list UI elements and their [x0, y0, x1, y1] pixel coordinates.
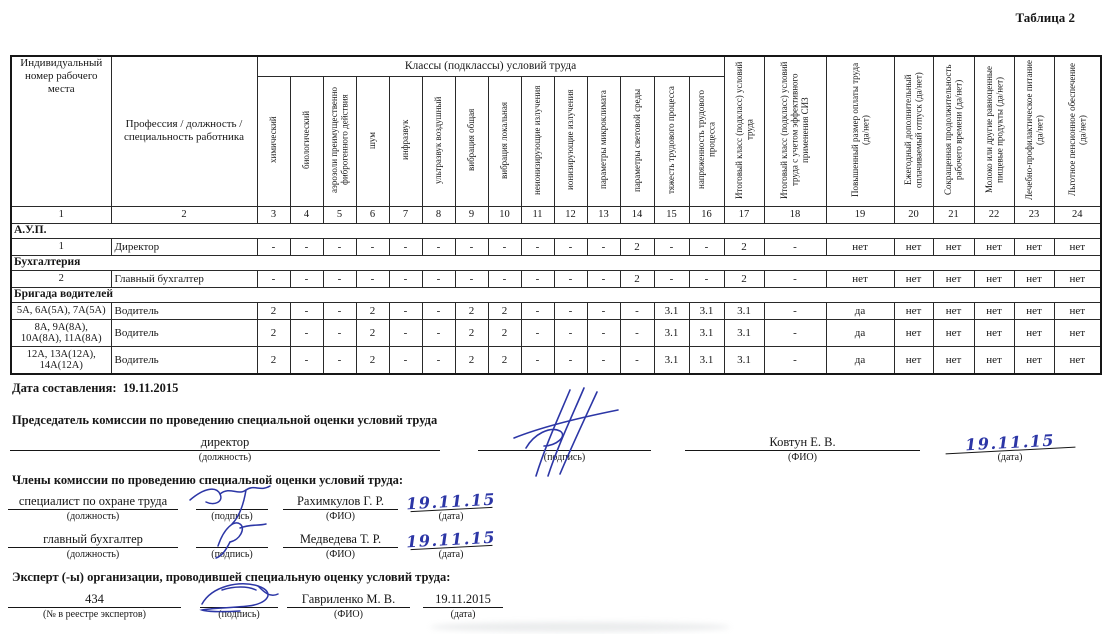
position-label: (должность): [198, 452, 252, 463]
value-cell-col-19: нет: [826, 238, 894, 255]
header-profession: Профессия / должность / специальность работника: [111, 56, 257, 206]
header-factor-col-7: [389, 76, 422, 206]
workplace-number-cell: 2: [11, 270, 111, 287]
column-number: 24: [1054, 206, 1101, 223]
value-cell-col-11: -: [521, 319, 554, 346]
value-cell-col-8: -: [422, 346, 455, 374]
value-cell-col-20: нет: [894, 319, 933, 346]
composition-date-label: Дата составления:: [12, 381, 117, 395]
header-result-text: Итоговый класс (подкласс) условий труда: [733, 61, 755, 199]
value-cell-col-10: -: [488, 238, 521, 255]
chairman-date-unit: [945, 430, 1075, 463]
position-label: (должность): [66, 511, 120, 522]
value-cell-col-12: -: [554, 319, 587, 346]
header-factor-col-8: [422, 76, 455, 206]
date-label: (дата): [438, 549, 464, 560]
value-cell-col-14: -: [620, 302, 654, 319]
column-number: 15: [654, 206, 689, 223]
header-individual-number: Индивидуальный номер рабочего места: [11, 56, 111, 206]
member2-position: главный бухгалтер: [8, 527, 178, 548]
column-number: 5: [323, 206, 356, 223]
value-cell-col-17: 3.1: [724, 302, 764, 319]
value-cell-col-12: -: [554, 302, 587, 319]
value-cell-col-19: да: [826, 346, 894, 374]
value-cell-col-22: нет: [974, 238, 1014, 255]
value-cell-col-9: -: [455, 270, 488, 287]
expert-signature-line: [200, 587, 278, 608]
value-cell-col-6: -: [356, 270, 389, 287]
value-cell-col-19: нет: [826, 270, 894, 287]
header-result-col-24: [1054, 56, 1101, 206]
member1-position-unit: [8, 489, 178, 522]
header-factor-text: инфразвук: [400, 119, 411, 160]
value-cell-col-5: -: [323, 302, 356, 319]
value-cell-col-12: -: [554, 238, 587, 255]
value-cell-col-12: -: [554, 270, 587, 287]
name-label: (ФИО): [325, 511, 355, 522]
header-factor-text: вибрация локальная: [499, 101, 510, 179]
value-cell-col-15: 3.1: [654, 346, 689, 374]
column-number: 19: [826, 206, 894, 223]
value-cell-col-8: -: [422, 270, 455, 287]
header-factor-col-14: [620, 76, 654, 206]
value-cell-col-22: нет: [974, 302, 1014, 319]
composition-date-value: 19.11.2015: [122, 381, 179, 395]
workplace-number-cell: 1: [11, 238, 111, 255]
name-label: (ФИО): [787, 452, 817, 463]
value-cell-col-14: 2: [620, 238, 654, 255]
header-factor-text: ультразвук воздушный: [433, 95, 444, 184]
header-factor-text: параметры световой среды: [631, 87, 642, 192]
value-cell-col-24: нет: [1054, 319, 1101, 346]
value-cell-col-4: -: [290, 346, 323, 374]
column-number: 20: [894, 206, 933, 223]
value-cell-col-10: 2: [488, 319, 521, 346]
value-cell-col-22: нет: [974, 270, 1014, 287]
header-factor-text: биологический: [301, 110, 312, 169]
column-number: 1: [11, 206, 111, 223]
value-cell-col-3: -: [257, 270, 290, 287]
group-row-label: А.У.П.: [11, 223, 1101, 238]
header-result-text: Сокращенная продолжительность рабочего времени (да/нет): [943, 64, 964, 195]
value-cell-col-7: -: [389, 238, 422, 255]
expert-date: 19.11.2015: [423, 587, 503, 608]
value-cell-col-23: нет: [1014, 238, 1054, 255]
header-factor-text: ионизирующие излучения: [565, 89, 576, 190]
value-cell-col-7: -: [389, 302, 422, 319]
value-cell-col-7: -: [389, 319, 422, 346]
header-result-col-17: [724, 56, 764, 206]
value-cell-col-4: -: [290, 238, 323, 255]
header-factor-col-12: [554, 76, 587, 206]
value-cell-col-10: -: [488, 270, 521, 287]
value-cell-col-16: -: [689, 238, 724, 255]
value-cell-col-9: -: [455, 238, 488, 255]
value-cell-col-14: 2: [620, 270, 654, 287]
column-number: 8: [422, 206, 455, 223]
value-cell-col-21: нет: [933, 238, 974, 255]
column-number: 11: [521, 206, 554, 223]
member2-name-unit: [283, 527, 398, 560]
column-number: 3: [257, 206, 290, 223]
value-cell-col-4: -: [290, 302, 323, 319]
value-cell-col-5: -: [323, 238, 356, 255]
value-cell-col-16: -: [689, 270, 724, 287]
value-cell-col-17: 2: [724, 270, 764, 287]
value-cell-col-12: -: [554, 346, 587, 374]
header-factor-text: неионизирующие излучения: [532, 84, 543, 195]
value-cell-col-22: нет: [974, 319, 1014, 346]
value-cell-col-22: нет: [974, 346, 1014, 374]
profession-cell: Директор: [111, 238, 257, 255]
value-cell-col-16: 3.1: [689, 346, 724, 374]
signature-label: (подпись): [211, 549, 253, 560]
value-cell-col-6: 2: [356, 319, 389, 346]
header-factor-col-15: [654, 76, 689, 206]
member1-name: Рахимкулов Г. Р.: [283, 489, 398, 510]
column-number: 13: [587, 206, 620, 223]
header-result-text: Повышенный размер оплаты труда (да/нет): [849, 62, 871, 197]
member2-date-handwritten: 19.11.15: [410, 525, 493, 550]
header-result-col-19: [826, 56, 894, 206]
value-cell-col-23: нет: [1014, 270, 1054, 287]
header-factor-col-16: [689, 76, 724, 206]
value-cell-col-8: -: [422, 238, 455, 255]
value-cell-col-23: нет: [1014, 302, 1054, 319]
value-cell-col-10: 2: [488, 346, 521, 374]
column-number: 17: [724, 206, 764, 223]
chairman-position-unit: [10, 430, 440, 463]
column-number: 10: [488, 206, 521, 223]
value-cell-col-3: 2: [257, 319, 290, 346]
value-cell-col-18: -: [764, 319, 826, 346]
header-result-text: Льготное пенсионное обеспечение (да/нет): [1066, 63, 1088, 197]
header-factor-col-13: [587, 76, 620, 206]
value-cell-col-6: 2: [356, 302, 389, 319]
value-cell-col-21: нет: [933, 302, 974, 319]
member2-name: Медведева Т. Р.: [283, 527, 398, 548]
column-number: 6: [356, 206, 389, 223]
value-cell-col-19: да: [826, 319, 894, 346]
value-cell-col-24: нет: [1054, 302, 1101, 319]
column-number: 23: [1014, 206, 1054, 223]
signature-label: (подпись): [543, 452, 586, 463]
date-label: (дата): [997, 452, 1023, 463]
expert-registry-number: 434: [8, 587, 181, 608]
member2-signature-unit: [196, 527, 268, 560]
value-cell-col-10: 2: [488, 302, 521, 319]
member2-signature-line: [196, 527, 268, 548]
header-result-col-20: [894, 56, 933, 206]
column-number: 21: [933, 206, 974, 223]
value-cell-col-24: нет: [1054, 346, 1101, 374]
value-cell-col-17: 3.1: [724, 319, 764, 346]
value-cell-col-15: 3.1: [654, 302, 689, 319]
column-number: 9: [455, 206, 488, 223]
expert-date-unit: [423, 587, 503, 620]
value-cell-col-5: -: [323, 270, 356, 287]
chairman-position: директор: [10, 430, 440, 451]
chairman-name: Ковтун Е. В.: [685, 430, 920, 451]
value-cell-col-4: -: [290, 270, 323, 287]
value-cell-col-7: -: [389, 270, 422, 287]
name-label: (ФИО): [333, 609, 363, 620]
header-result-text: Молоко или другие равноценные пищевые продукты (да/нет): [983, 66, 1005, 194]
header-factor-text: аэрозоли преимущественно фиброгенного действия: [329, 86, 350, 193]
value-cell-col-5: -: [323, 319, 356, 346]
value-cell-col-11: -: [521, 238, 554, 255]
value-cell-col-15: 3.1: [654, 319, 689, 346]
value-cell-col-20: нет: [894, 302, 933, 319]
expert-heading: Эксперт (-ы) организации, проводившей специальную оценку условий труда:: [12, 570, 451, 584]
signature-label: (подпись): [218, 609, 260, 620]
value-cell-col-11: -: [521, 346, 554, 374]
expert-name-unit: [287, 587, 410, 620]
header-result-col-18: [764, 56, 826, 206]
value-cell-col-3: 2: [257, 302, 290, 319]
header-classes-band: Классы (подклассы) условий труда: [257, 56, 724, 76]
header-factor-text: параметры микроклимата: [598, 90, 609, 189]
value-cell-col-17: 2: [724, 238, 764, 255]
expert-signature-unit: [200, 587, 278, 620]
column-number: 2: [111, 206, 257, 223]
name-label: (ФИО): [325, 549, 355, 560]
position-label: (должность): [66, 549, 120, 560]
value-cell-col-9: 2: [455, 346, 488, 374]
value-cell-col-6: -: [356, 238, 389, 255]
value-cell-col-21: нет: [933, 270, 974, 287]
profession-cell: Водитель: [111, 302, 257, 319]
member1-date-unit: [405, 489, 497, 522]
composition-date: [12, 381, 178, 396]
member2-date-unit: [405, 527, 497, 560]
member1-name-unit: [283, 489, 398, 522]
value-cell-col-8: -: [422, 302, 455, 319]
workplace-number-cell: 8А, 9А(8А), 10А(8А), 11А(8А): [11, 319, 111, 346]
value-cell-col-6: 2: [356, 346, 389, 374]
value-cell-col-18: -: [764, 238, 826, 255]
value-cell-col-23: нет: [1014, 346, 1054, 374]
header-factor-col-5: [323, 76, 356, 206]
group-row-label: Бухгалтерия: [11, 255, 1101, 270]
value-cell-col-13: -: [587, 346, 620, 374]
header-result-col-23: [1014, 56, 1054, 206]
header-factor-text: напряженность трудового процесса: [696, 90, 717, 189]
column-number: 18: [764, 206, 826, 223]
header-factor-text: тяжесть трудового процесса: [666, 85, 677, 194]
members-heading: Члены комиссии по проведению специальной оценки условий труда:: [12, 473, 404, 487]
registry-label: (№ в реестре экспертов): [43, 609, 146, 620]
header-result-text: Итоговый класс (подкласс) условий труда с учетом эффективного применения СИЗ: [779, 61, 811, 199]
header-result-col-22: [974, 56, 1014, 206]
value-cell-col-3: 2: [257, 346, 290, 374]
header-factor-text: вибрация общая: [466, 108, 477, 171]
group-row-label: Бригада водителей: [11, 287, 1101, 302]
profession-cell: Водитель: [111, 319, 257, 346]
workplace-number-cell: 12А, 13А(12А), 14А(12А): [11, 346, 111, 374]
chairman-signature-unit: [478, 430, 651, 463]
value-cell-col-18: -: [764, 346, 826, 374]
value-cell-col-19: да: [826, 302, 894, 319]
header-factor-col-6: [356, 76, 389, 206]
profession-cell: Главный бухгалтер: [111, 270, 257, 287]
signature-label: (подпись): [211, 511, 253, 522]
value-cell-col-13: -: [587, 302, 620, 319]
value-cell-col-21: нет: [933, 346, 974, 374]
value-cell-col-17: 3.1: [724, 346, 764, 374]
column-number: 12: [554, 206, 587, 223]
value-cell-col-14: -: [620, 346, 654, 374]
member2-position-unit: [8, 527, 178, 560]
value-cell-col-11: -: [521, 302, 554, 319]
value-cell-col-8: -: [422, 319, 455, 346]
value-cell-col-13: -: [587, 238, 620, 255]
value-cell-col-5: -: [323, 346, 356, 374]
member1-signature-unit: [196, 489, 268, 522]
value-cell-col-15: -: [654, 270, 689, 287]
header-result-text: Ежегодный дополнительный оплачиваемый отпуск (да/нет): [903, 71, 924, 188]
value-cell-col-20: нет: [894, 238, 933, 255]
value-cell-col-9: 2: [455, 319, 488, 346]
header-factor-col-11: [521, 76, 554, 206]
value-cell-col-24: нет: [1054, 270, 1101, 287]
header-factor-col-10: [488, 76, 521, 206]
expert-name: Гавриленко М. В.: [287, 587, 410, 608]
column-number: 16: [689, 206, 724, 223]
chairman-signature-line: [478, 430, 651, 451]
value-cell-col-16: 3.1: [689, 302, 724, 319]
value-cell-col-23: нет: [1014, 319, 1054, 346]
value-cell-col-11: -: [521, 270, 554, 287]
scan-artifact: [430, 622, 730, 632]
column-number: 7: [389, 206, 422, 223]
header-result-text: Лечебно-профилактическое питание (да/нет): [1023, 59, 1045, 200]
chairman-heading: Председатель комиссии по проведению специальной оценки условий труда: [12, 413, 438, 427]
value-cell-col-3: -: [257, 238, 290, 255]
column-number: 14: [620, 206, 654, 223]
member1-signature-line: [196, 489, 268, 510]
value-cell-col-4: -: [290, 319, 323, 346]
chairman-date-handwritten: 19.11.15: [945, 427, 1076, 455]
column-number: 4: [290, 206, 323, 223]
date-label: (дата): [438, 511, 464, 522]
page-title: Таблица 2: [1015, 10, 1075, 25]
value-cell-col-13: -: [587, 319, 620, 346]
value-cell-col-13: -: [587, 270, 620, 287]
header-factor-col-4: [290, 76, 323, 206]
member1-date-handwritten: 19.11.15: [410, 487, 493, 512]
value-cell-col-20: нет: [894, 346, 933, 374]
value-cell-col-21: нет: [933, 319, 974, 346]
value-cell-col-18: -: [764, 302, 826, 319]
column-number: 22: [974, 206, 1014, 223]
chairman-name-unit: [685, 430, 920, 463]
value-cell-col-9: 2: [455, 302, 488, 319]
value-cell-col-24: нет: [1054, 238, 1101, 255]
value-cell-col-18: -: [764, 270, 826, 287]
member1-position: специалист по охране труда: [8, 489, 178, 510]
header-factor-text: химический: [268, 116, 279, 163]
value-cell-col-20: нет: [894, 270, 933, 287]
expert-registry-unit: [8, 587, 181, 620]
value-cell-col-15: -: [654, 238, 689, 255]
header-factor-text: шум: [367, 131, 378, 149]
value-cell-col-16: 3.1: [689, 319, 724, 346]
date-label: (дата): [450, 609, 476, 620]
header-result-col-21: [933, 56, 974, 206]
profession-cell: Водитель: [111, 346, 257, 374]
workplace-number-cell: 5А, 6А(5А), 7А(5А): [11, 302, 111, 319]
working-conditions-table: [10, 55, 1102, 375]
header-factor-col-9: [455, 76, 488, 206]
value-cell-col-14: -: [620, 319, 654, 346]
header-factor-col-3: [257, 76, 290, 206]
value-cell-col-7: -: [389, 346, 422, 374]
